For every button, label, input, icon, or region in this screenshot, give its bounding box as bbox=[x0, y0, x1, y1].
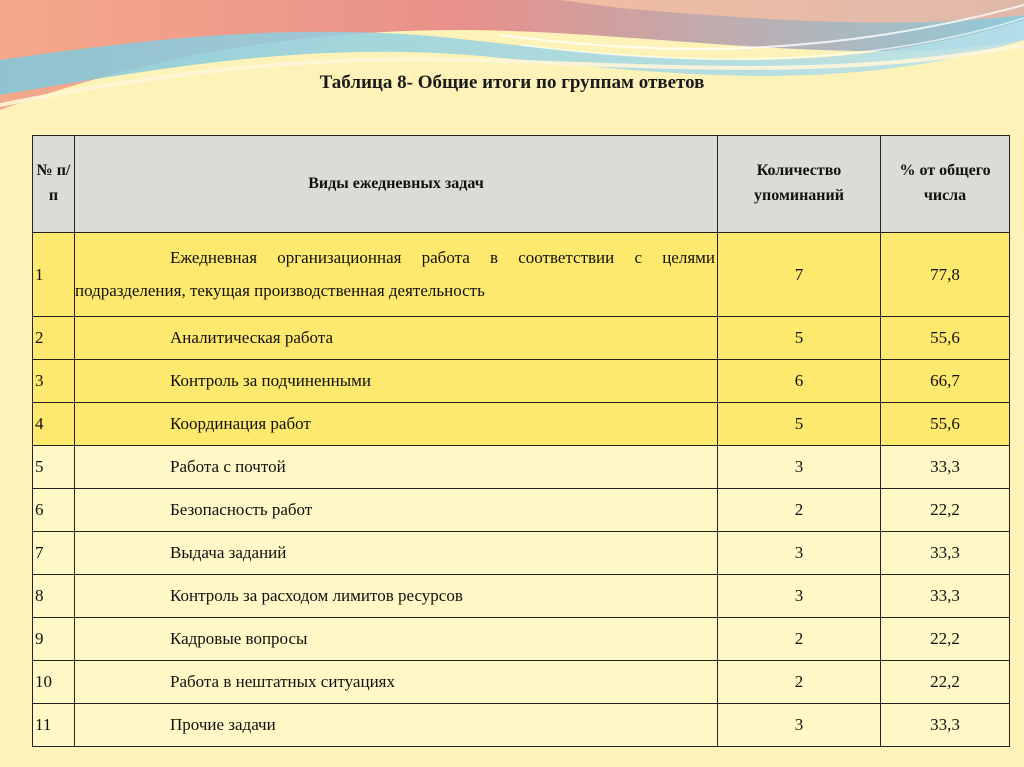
table-row bbox=[33, 489, 1010, 532]
table-title: Таблица 8- Общие итоги по группам ответов bbox=[319, 72, 705, 93]
header-count: Количество упоминаний bbox=[718, 136, 881, 233]
row-count: 2 bbox=[718, 489, 881, 532]
row-task: Безопасность работ bbox=[75, 489, 718, 532]
table-row bbox=[33, 532, 1010, 575]
row-num: 10 bbox=[33, 661, 75, 704]
row-percent: 33,3 bbox=[881, 575, 1010, 618]
row-num: 9 bbox=[33, 618, 75, 661]
row-percent: 66,7 bbox=[881, 360, 1010, 403]
table-row bbox=[33, 446, 1010, 489]
table-row bbox=[33, 618, 1010, 661]
row-percent: 22,2 bbox=[881, 661, 1010, 704]
row-percent: 55,6 bbox=[881, 403, 1010, 446]
row-num: 5 bbox=[33, 446, 75, 489]
row-count: 5 bbox=[718, 403, 881, 446]
row-task: Прочие задачи bbox=[75, 704, 718, 747]
row-num: 8 bbox=[33, 575, 75, 618]
row-task: Выдача заданий bbox=[75, 532, 718, 575]
row-num: 4 bbox=[33, 403, 75, 446]
row-task: Координация работ bbox=[75, 403, 718, 446]
row-count: 3 bbox=[718, 704, 881, 747]
row-percent: 33,3 bbox=[881, 704, 1010, 747]
row-percent: 22,2 bbox=[881, 618, 1010, 661]
table-row bbox=[33, 575, 1010, 618]
row-count: 3 bbox=[718, 532, 881, 575]
summary-table bbox=[32, 135, 1010, 747]
row-num: 11 bbox=[33, 704, 75, 747]
row-count: 7 bbox=[718, 233, 881, 317]
row-count: 3 bbox=[718, 575, 881, 618]
header-num: № п/п bbox=[33, 136, 75, 233]
row-percent: 33,3 bbox=[881, 532, 1010, 575]
row-percent: 22,2 bbox=[881, 489, 1010, 532]
row-count: 6 bbox=[718, 360, 881, 403]
row-task: Ежедневная организационная работа в соответствии с целями подразделения, текущая производственная деятельность bbox=[75, 233, 718, 317]
row-task: Работа в нештатных ситуациях bbox=[75, 661, 718, 704]
row-num: 7 bbox=[33, 532, 75, 575]
row-num: 2 bbox=[33, 317, 75, 360]
row-count: 2 bbox=[718, 618, 881, 661]
table-row bbox=[33, 360, 1010, 403]
row-task: Контроль за подчиненными bbox=[75, 360, 718, 403]
row-num: 6 bbox=[33, 489, 75, 532]
header-task: Виды ежедневных задач bbox=[75, 136, 718, 233]
table-row bbox=[33, 317, 1010, 360]
table-row bbox=[33, 233, 1010, 317]
row-task: Работа с почтой bbox=[75, 446, 718, 489]
row-task: Кадровые вопросы bbox=[75, 618, 718, 661]
row-count: 2 bbox=[718, 661, 881, 704]
header-percent: % от общего числа bbox=[881, 136, 1010, 233]
table-header-row bbox=[33, 136, 1010, 233]
table-row bbox=[33, 661, 1010, 704]
row-percent: 77,8 bbox=[881, 233, 1010, 317]
row-count: 5 bbox=[718, 317, 881, 360]
table-row bbox=[33, 704, 1010, 747]
row-percent: 33,3 bbox=[881, 446, 1010, 489]
row-num: 1 bbox=[33, 233, 75, 317]
row-task: Контроль за расходом лимитов ресурсов bbox=[75, 575, 718, 618]
row-percent: 55,6 bbox=[881, 317, 1010, 360]
row-task: Аналитическая работа bbox=[75, 317, 718, 360]
row-num: 3 bbox=[33, 360, 75, 403]
table-row bbox=[33, 403, 1010, 446]
row-count: 3 bbox=[718, 446, 881, 489]
